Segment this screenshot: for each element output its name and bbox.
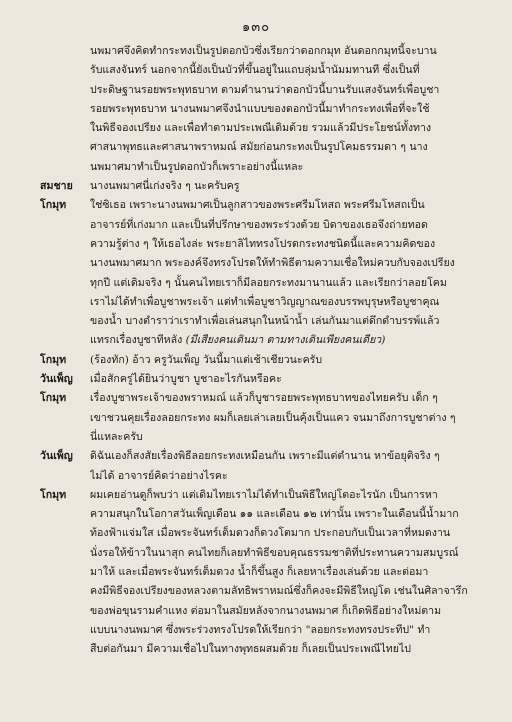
dialogue-block xyxy=(40,196,476,350)
dialogue-text xyxy=(90,177,476,196)
dialogue-block xyxy=(40,370,476,389)
text-line: ความรู้ต่าง ๆ ให้เธอไงล่ะ พระยาลิไททรงโปรดกระทงชนิดนี้และความคิดของ xyxy=(90,237,436,250)
text-line: นางนพมาศมาก พระองค์จึงทรงโปรดให้ทำพิธีตามความเชื่อใหม่ควบกับจองเปรียง xyxy=(90,257,455,270)
text-segment: แทรกเรื่องบูชาทีหลัง xyxy=(90,334,183,347)
speaker-name: โกมุท xyxy=(40,392,67,405)
text-line: ของน้ำ บางตำราว่าเราทำเพื่อเล่นสนุกในหน้าน้ำ เล่นกันมาแต่ดึกดำบรรพ์แล้ว xyxy=(90,315,440,328)
dialogue-content xyxy=(40,42,476,660)
speaker-name: วันเพ็ญ xyxy=(40,373,73,386)
paragraph-block xyxy=(40,42,476,177)
text-line: ท้องฟ้าแจ่มใส เมื่อพระจันทร์เต็มดวงก็ดวงโตมาก ประกอบกับเป็นเวลาที่หมดงาน xyxy=(90,527,451,540)
speaker-name: วันเพ็ญ xyxy=(40,450,73,463)
text-line: นี่แหละครับ xyxy=(90,430,143,443)
text-line: ทุกปี แต่เดิมจริง ๆ นั้นคนไทยเราก็มีลอยกระทงมานานแล้ว และเรียกว่าลอยโคม xyxy=(90,276,447,289)
text-line: ผมเคยอ่านดูก็พบว่า แต่เดิมไทยเราไม่ได้ทำเป็นพิธีใหญ่โตอะไรนัก เป็นการหา xyxy=(90,488,438,501)
text-line: (ร้องทัก) อ้าว ครูวันเพ็ญ วันนี้มาแต่เช้าเชียวนะครับ xyxy=(90,353,323,366)
text-line: ความสนุกในโอกาสวันเพ็ญเดือน ๑๑ และเดือน ๑๒ เท่านั้น เพราะในเดือนนี้น้ำมาก xyxy=(90,508,459,521)
text-line: ไม่ได้ อาจารย์คิดว่าอย่างไรคะ xyxy=(90,469,228,482)
text-line: รับแสงจันทร์ นอกจากนี้ยังเป็นบัวที่ขึ้นอยู่ในแถบลุ่มน้ำนัมมทานที ซึ่งเป็นที่ xyxy=(90,64,420,77)
dialogue-block xyxy=(40,486,476,660)
text-line: อาจารย์ที่เก่งมาก และเป็นที่ปรึกษาของพระร่วงด้วย บิดาของเธอจึงถ่ายทอด xyxy=(90,218,428,231)
dialogue-text xyxy=(90,389,476,447)
text-line: นางนพมาศนี่เก่งจริง ๆ นะครับครู xyxy=(90,180,240,193)
text-line: นั่งรอให้ข้าวในนาสุก คนไทยก็เลยทำพิธีขอบคุณธรรมชาติที่ประทานความสมบูรณ์ xyxy=(90,546,459,559)
text-line: เราไม่ได้ทำเพื่อบูชาพระเจ้า แต่ทำเพื่อบูชาวิญญาณของบรรพบุรุษหรือบูชาคุณ xyxy=(90,295,440,308)
text-line: มาให้ และเมื่อพระจันทร์เต็มดวง น้ำก็ขึ้นสูง ก็เลยหาเรื่องเล่นด้วย และต่อมา xyxy=(90,566,429,579)
page-number: ๑๓๐ xyxy=(241,20,271,35)
text-line: เมื่อสักครู่ได้ยินว่าบูชา บูชาอะไรกันหรือคะ xyxy=(90,373,282,386)
text-line: ศาสนาพุทธและศาสนาพราหมณ์ สมัยก่อนกระทงเป็นรูปโคมธรรมดา ๆ นาง xyxy=(90,141,428,154)
text-line: นพมาศจึงคิดทำกระทงเป็นรูปดอกบัวซึ่งเรียกว่าดอกกมุท อันดอกกมุทนี้จะบาน xyxy=(90,45,437,57)
text-line: ในพิธีจองเปรียง และเพื่อทำตามประเพณีเดิมด้วย รวมแล้วมีประโยชน์ทั้งทาง xyxy=(90,122,432,135)
dialogue-text xyxy=(90,351,476,370)
text-line: นพมาศมาทำเป็นรูปดอกบัวก็เพราะอย่างนี้แหละ xyxy=(90,160,304,173)
text-line: เขาชวนคุยเรื่องลอยกระทง ผมก็เลยเล่าเลยเป็นคุ้งเป็นแคว จนมาถึงการบูชาต่าง ๆ xyxy=(90,411,456,424)
dialogue-text xyxy=(90,486,476,660)
text-line: ประดิษฐานรอยพระพุทธบาท ตามตำนานว่าดอกบัวนี้บานรับแสงจันทร์เพื่อบูชา xyxy=(90,83,440,96)
dialogue-text xyxy=(90,196,476,350)
text-line: คงมีพิธีจองเปรียงของหลวงตามลัทธิพราหมณ์ซึ่งก็คงจะมีพิธีใหญ่โต เช่นในศิลาจารึก xyxy=(90,585,468,598)
text-line: ดิฉันเองก็สงสัยเรื่องพิธีลอยกระทงเหมือนกัน เพราะมีแต่ตำนาน หาข้อยุติจริง ๆ xyxy=(90,450,440,463)
speaker-name: โกมุท xyxy=(40,353,67,366)
text-line xyxy=(90,331,476,350)
text-line: แบบนางนพมาศ ซึ่งพระร่วงทรงโปรดให้เรียกว่า "ลอยกระทงทรงประทีป" ทำ xyxy=(90,623,431,636)
dialogue-block xyxy=(40,177,476,196)
dialogue-text xyxy=(90,370,476,389)
speaker-name: สมชาย xyxy=(40,180,73,193)
text-line: สืบต่อกันมา มีความเชื่อไปในทางพุทธผสมด้วย ก็เลยเป็นประเพณีไทยไป xyxy=(90,643,412,656)
text-line: ใช่ซิเธอ เพราะนางนพมาศเป็นลูกสาวของพระศรีมโหสถ พระศรีมโหสถเป็น xyxy=(90,199,425,212)
dialogue-text xyxy=(90,447,476,486)
dialogue-block xyxy=(40,351,476,370)
text-line: เรื่องบูชาพระเจ้าของพราหมณ์ แล้วก็บูชารอยพระพุทธบาทของไทยครับ เด็ก ๆ xyxy=(90,392,438,405)
text-line: ของพ่อขุนรามคำแหง ต่อมาในสมัยหลังจากนางนพมาศ ก็เกิดพิธีอย่างใหม่ตาม xyxy=(90,604,442,617)
paragraph-text xyxy=(90,42,476,177)
stage-direction: (มีเสียงคนเดินมา ตามทางเดินเพียงคนเดียว) xyxy=(185,334,386,347)
speaker-name: โกมุท xyxy=(40,488,67,501)
speaker-name: โกมุท xyxy=(40,199,67,212)
dialogue-block xyxy=(40,389,476,447)
dialogue-block xyxy=(40,447,476,486)
text-line: รอยพระพุทธบาท นางนพมาศจึงนำแบบของดอกบัวนี้มาทำกระทงเพื่อที่จะใช้ xyxy=(90,102,430,115)
